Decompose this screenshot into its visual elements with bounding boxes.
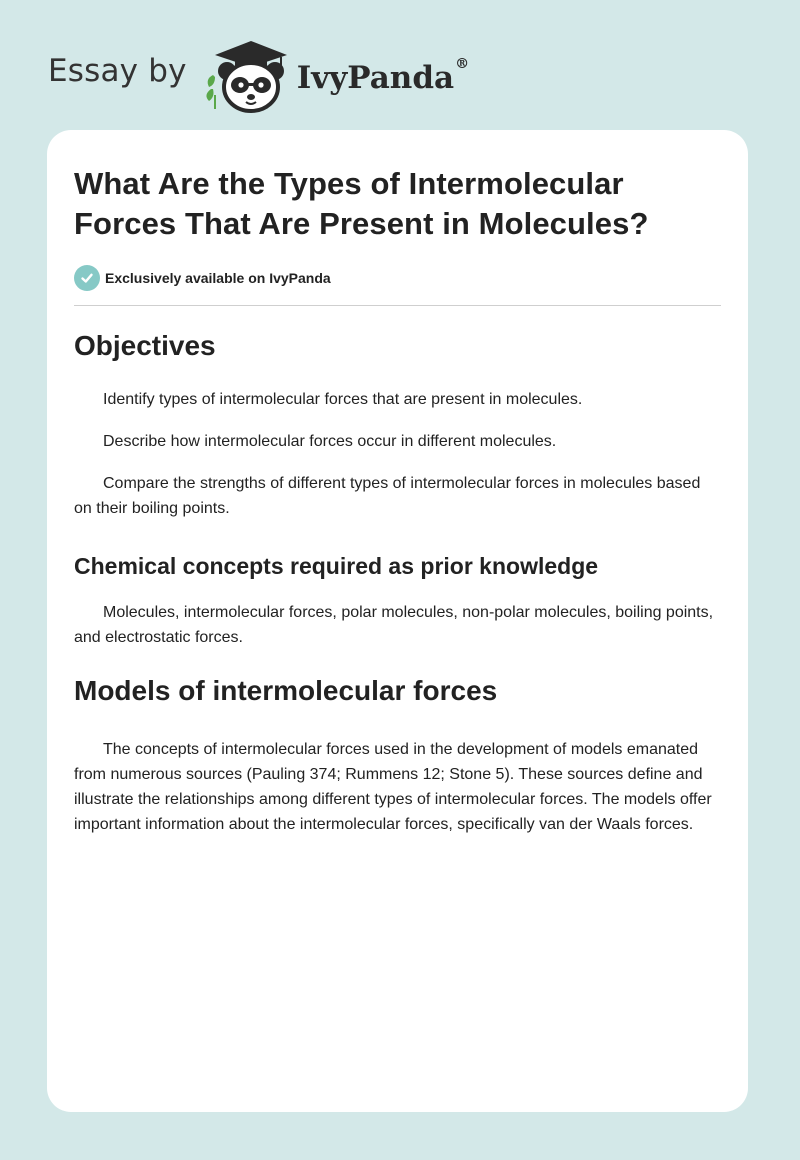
check-badge-icon bbox=[74, 265, 100, 291]
divider bbox=[74, 305, 721, 306]
objective-paragraph: Describe how intermolecular forces occur in different molecules. bbox=[103, 433, 557, 450]
site-header bbox=[48, 30, 469, 120]
exclusive-label: Exclusively available on IvyPanda bbox=[105, 270, 331, 286]
section-heading-objectives: Objectives bbox=[74, 330, 216, 361]
objective-paragraph: Compare the strengths of different types of intermolecular forces in molecules based on their boiling points. bbox=[74, 475, 701, 517]
panda-graduation-cap-icon[interactable] bbox=[201, 35, 293, 115]
objective-paragraph: Identify types of intermolecular forces that are present in molecules. bbox=[103, 391, 583, 408]
article-card bbox=[47, 130, 748, 1112]
section-heading-models: Models of intermolecular forces bbox=[74, 675, 498, 706]
exclusive-badge bbox=[74, 265, 721, 291]
brand-name[interactable] bbox=[296, 56, 470, 96]
models-paragraph: The concepts of intermolecular forces used in the development of models emanated from numerous sources (Pauling 374; Rummens 12; Stone 5). These sources define and illustrate the relationships among different types of intermolecular forces. The models offer important information about the intermolecular forces, specifically van der Waals forces. bbox=[74, 741, 712, 833]
prior-knowledge-paragraph: Molecules, intermolecular forces, polar molecules, non-polar molecules, boiling points, and electrostatic forces. bbox=[74, 604, 714, 646]
article-title: What Are the Types of Intermolecular Forces That Are Present in Molecules? bbox=[74, 166, 649, 241]
essay-by-label: Essay by bbox=[48, 53, 187, 89]
section-heading-prior-knowledge: Chemical concepts required as prior knowledge bbox=[74, 553, 599, 579]
brand-text: IvyPanda bbox=[296, 60, 455, 96]
registered-mark: ® bbox=[455, 56, 470, 72]
